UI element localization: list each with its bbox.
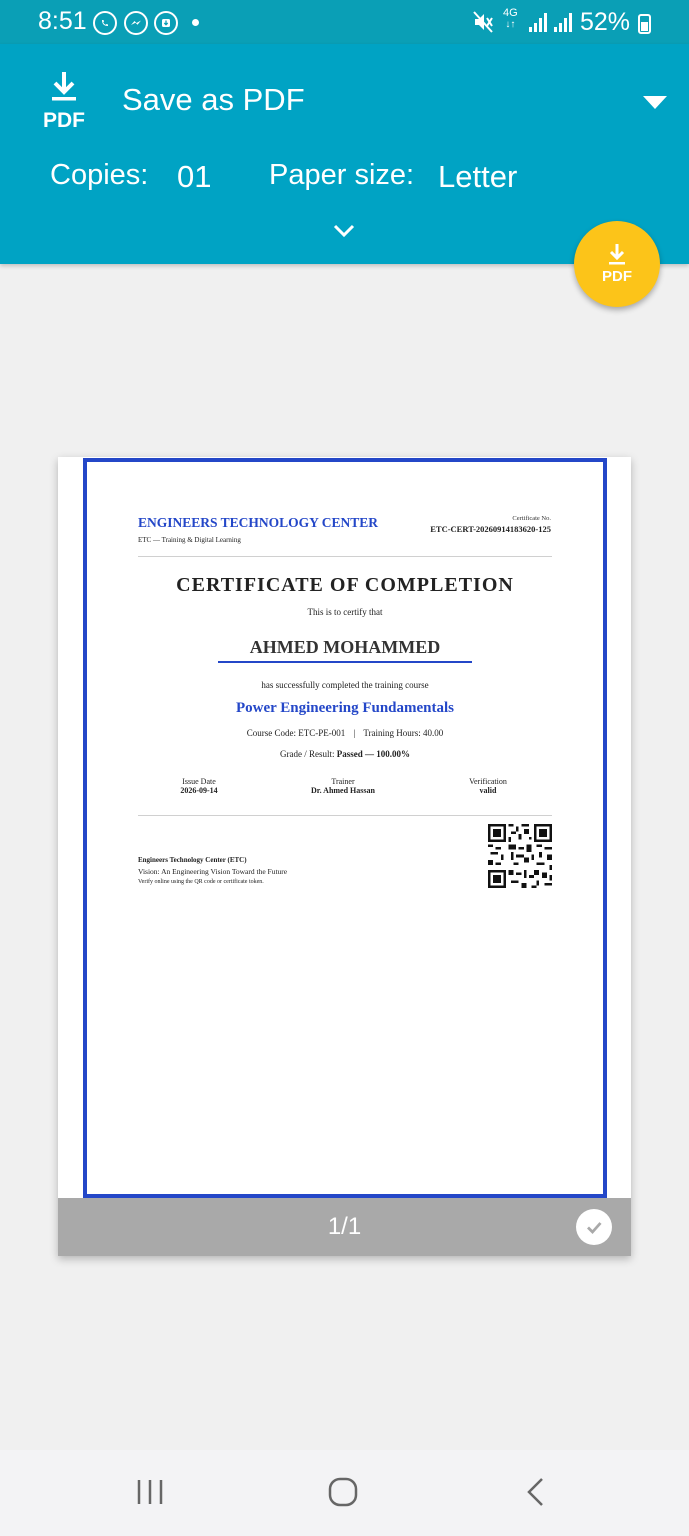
page-number: 1/1	[327, 1213, 362, 1240]
save-pdf-button[interactable]	[574, 221, 660, 307]
meta-separator: |	[353, 728, 356, 738]
certificate-title: CERTIFICATE OF COMPLETION	[176, 574, 514, 596]
battery-icon	[638, 14, 651, 34]
divider	[138, 556, 552, 557]
signal-icon	[529, 12, 549, 32]
whatsapp-icon	[93, 11, 117, 35]
page-selected-check-icon[interactable]	[576, 1209, 612, 1245]
footer-vision: Vision: An Engineering Vision Toward the Future	[138, 867, 288, 876]
download-icon	[154, 11, 178, 35]
mute-icon	[472, 10, 494, 40]
course-name: Power Engineering Fundamentals	[235, 700, 455, 716]
org-name: ENGINEERS TECHNOLOGY CENTER	[138, 515, 379, 530]
course-meta	[87, 728, 603, 738]
divider-2	[138, 815, 552, 816]
copies-label: Copies:	[50, 159, 149, 191]
back-icon[interactable]	[524, 1477, 548, 1507]
certificate-number: ETC-CERT-20260914183620-125	[430, 524, 551, 534]
qr-code	[488, 824, 552, 888]
verification-label: Verification	[469, 777, 507, 786]
copies-value[interactable]: 01	[177, 159, 212, 194]
recipient-name: AHMED MOHAMMED	[249, 637, 441, 657]
footer-org: Engineers Technology Center (ETC)	[138, 856, 247, 864]
verification-block	[428, 777, 548, 795]
recipient-underline	[218, 661, 472, 663]
dropdown-arrow-icon[interactable]	[643, 96, 667, 109]
verification-value: valid	[479, 786, 497, 795]
certify-text: This is to certify that	[307, 607, 383, 617]
training-hours: Training Hours: 40.00	[363, 728, 444, 738]
home-icon[interactable]	[327, 1476, 359, 1508]
grade-label: Grade / Result:	[279, 749, 335, 759]
grade-value: Passed — 100.00%	[336, 749, 410, 759]
battery-percent: 52%	[580, 8, 631, 36]
completion-text: has successfully completed the training course	[261, 680, 429, 690]
org-subtitle: ETC — Training & Digital Learning	[138, 536, 241, 544]
print-options-panel	[0, 44, 689, 264]
footer-verify: Verify online using the QR code or certificate token.	[138, 879, 264, 885]
issue-date-block	[139, 777, 259, 795]
issue-date: 2026-09-14	[180, 786, 218, 795]
certificate-border	[83, 458, 607, 1198]
certificate-number-label: Certificate No.	[512, 515, 551, 522]
signal-icon-2	[554, 12, 574, 32]
recent-apps-icon[interactable]	[136, 1478, 164, 1506]
pdf-download-icon	[38, 70, 90, 130]
trainer-name: Dr. Ahmed Hassan	[311, 786, 375, 795]
pdf-icon-text: PDF	[43, 109, 85, 130]
paper-size-value[interactable]: Letter	[438, 159, 518, 194]
fab-label: PDF	[602, 268, 632, 285]
issue-date-label: Issue Date	[182, 777, 216, 786]
paper-size-label: Paper size:	[269, 159, 415, 191]
data-arrows-icon: ↓↑	[505, 19, 516, 30]
page-preview[interactable]	[58, 457, 631, 1256]
download-pdf-icon	[597, 242, 637, 286]
navigation-bar	[0, 1450, 689, 1536]
status-bar	[0, 0, 689, 44]
trainer-label: Trainer	[331, 777, 355, 786]
trainer-block	[283, 777, 403, 795]
course-code: Course Code: ETC-PE-001	[246, 728, 346, 738]
destination-selector[interactable]: Save as PDF	[122, 82, 305, 117]
messenger-icon	[124, 11, 148, 35]
status-time: 8:51	[38, 7, 87, 35]
chevron-down-icon[interactable]	[330, 220, 358, 240]
dot-icon	[192, 19, 199, 26]
page-footer	[58, 1198, 631, 1256]
grade-result	[87, 749, 603, 759]
network-type: 4G ↓↑	[503, 7, 518, 30]
